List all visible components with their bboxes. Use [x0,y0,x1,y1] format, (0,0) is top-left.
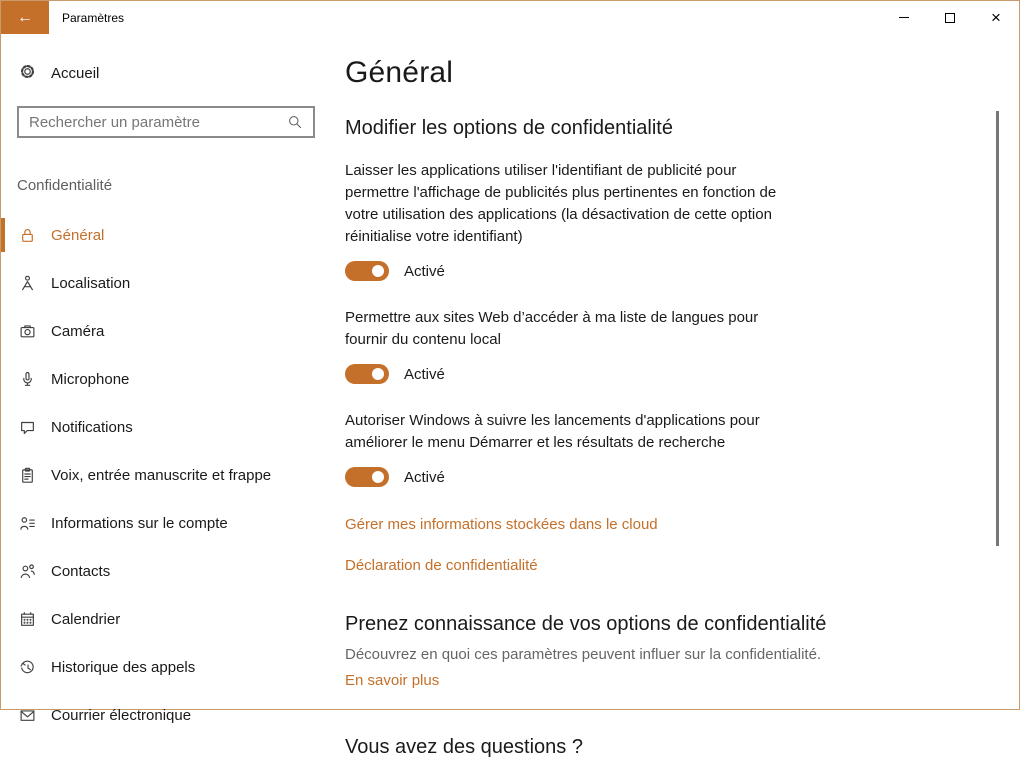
email-icon [19,707,36,724]
lock-icon [19,227,36,244]
sidebar-item-label: Historique des appels [51,658,196,676]
privacy-section-heading: Modifier les options de confidentialité [345,117,673,139]
sidebar-item-camera[interactable] [1,307,331,355]
gear-icon [19,63,36,84]
app-launch-tracking-toggle[interactable] [345,467,389,487]
learn-section-heading: Prenez connaissance de vos options de confidentialité [345,613,827,635]
sidebar-item-notifications[interactable] [1,403,331,451]
sidebar-item-label: Notifications [51,418,133,436]
close-icon: × [991,8,1001,27]
setting-description: Permettre aux sites Web d’accéder à ma liste de langues pour fournir du contenu local [345,309,759,348]
sidebar-item-call-history[interactable] [1,643,331,691]
sidebar-item-label: Courrier électronique [51,706,192,724]
search-box [17,106,315,138]
window-title: Paramètres [62,10,125,25]
sidebar-item-microphone[interactable] [1,355,331,403]
search-input[interactable] [19,114,287,131]
account-info-icon [19,515,36,532]
contacts-icon [19,563,36,580]
minimize-button[interactable] [881,1,927,34]
sidebar-item-label: Général [51,226,105,244]
toggle-state-label: Activé [404,365,445,383]
camera-icon [19,323,36,340]
questions-section-heading: Vous avez des questions ? [345,736,583,758]
search-icon[interactable] [287,114,303,130]
main-content [345,34,1019,758]
page-title: Général [345,56,454,89]
sidebar-item-label: Voix, entrée manuscrite et frappe [51,466,272,484]
toggle-state-label: Activé [404,262,445,280]
call-history-icon [19,659,36,676]
sidebar-item-label: Contacts [51,562,111,580]
learn-more-link[interactable]: En savoir plus [345,672,440,689]
sidebar-item-email[interactable] [1,691,331,739]
setting-description: Autoriser Windows à suivre les lancements d'applications pour améliorer le menu Démarrer et les résultats de recherche [345,412,760,451]
toggle-state-label: Activé [404,468,445,486]
sidebar-group-label: Confidentialité [17,177,113,194]
calendar-icon [19,611,36,628]
notification-bubble-icon [19,419,36,436]
titlebar [1,1,1019,34]
sidebar-item-label: Calendrier [51,610,121,628]
sidebar-item-contacts[interactable] [1,547,331,595]
setting-toggle-row [345,467,1019,487]
sidebar-item-calendar[interactable] [1,595,331,643]
setting-description: Laisser les applications utiliser l'identifiant de publicité pour permettre l'affichage de publicités plus pertinentes en fonction de votre utilisation des applications (la désactivation de cette option réinitialise votre identifiant) [345,162,777,245]
back-arrow-icon: ← [17,8,33,26]
sidebar-nav [1,211,331,739]
back-button[interactable] [1,1,49,34]
window-controls [881,1,1019,34]
sidebar-item-label: Caméra [51,322,105,340]
maximize-button[interactable] [927,1,973,34]
setting-toggle-row [345,364,1019,384]
sidebar [1,34,331,724]
minimize-icon [899,17,909,18]
language-list-toggle[interactable] [345,364,389,384]
location-icon [19,275,36,292]
toggle-knob [372,265,384,277]
close-button[interactable] [973,1,1019,34]
toggle-knob [372,471,384,483]
learn-section-description: Découvrez en quoi ces paramètres peuvent influer sur la confidentialité. [345,646,822,663]
sidebar-item-general[interactable] [1,211,331,259]
sidebar-item-label: Informations sur le compte [51,514,228,532]
setting-toggle-row [345,261,1019,281]
speech-input-icon [19,467,36,484]
sidebar-item-label: Localisation [51,274,131,292]
microphone-icon [19,371,36,388]
maximize-icon [945,13,955,23]
sidebar-item-localisation[interactable] [1,259,331,307]
sidebar-item-home[interactable] [19,53,331,93]
sidebar-item-label: Microphone [51,370,130,388]
sidebar-item-speech-input[interactable] [1,451,331,499]
privacy-statement-link[interactable]: Déclaration de confidentialité [345,557,538,574]
sidebar-home-label: Accueil [51,64,100,82]
advertising-id-toggle[interactable] [345,261,389,281]
sidebar-item-account-info[interactable] [1,499,331,547]
toggle-knob [372,368,384,380]
manage-cloud-info-link[interactable]: Gérer mes informations stockées dans le cloud [345,516,658,533]
vertical-scrollbar-thumb[interactable] [996,111,999,546]
